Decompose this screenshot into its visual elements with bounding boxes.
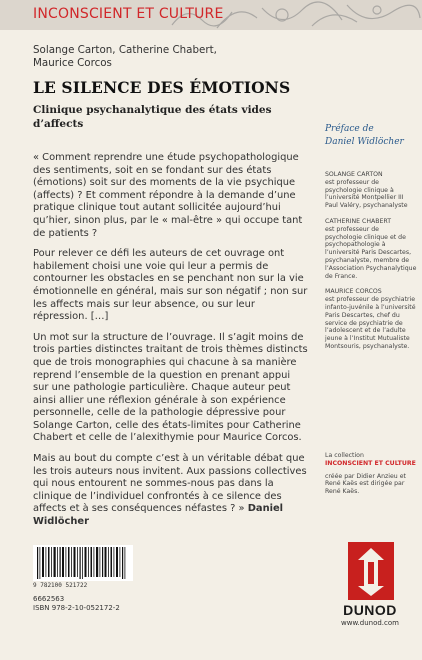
paragraph: Pour relever ce défi les auteurs de cet ouvrage ont habilement choisi une voie qui leur a permis de contourner les obstacles en se penchant non sur la vie émotionnelle en général, mais sur son négatif ; non sur les affects mais sur leur absence, ou sur leur répression. […] bbox=[33, 248, 308, 323]
dunod-emblem-icon bbox=[348, 542, 394, 600]
bio-name: MAURICE CORCOS bbox=[325, 288, 382, 296]
barcode-digits: 9 782100 521722 bbox=[33, 582, 88, 589]
bio-carton bbox=[325, 171, 417, 210]
bio-corcos bbox=[325, 288, 417, 350]
collection-credits: créée par Didier Anzieu et René Kaës est dirigée par René Kaës. bbox=[325, 472, 406, 496]
bio-text: est professeur de psychologie clinique et de psychopathologie à l’université Paris Descartes, psychanalyste, membre de l’Association Psychanalytique de France. bbox=[325, 225, 417, 280]
publisher-logo bbox=[334, 542, 406, 627]
collection-info bbox=[325, 452, 417, 496]
paragraph: « Comment reprendre une étude psychopathologique des sentiments, soit en se fondant sur des états (émotions) soit sur des moments de la vie psychique (affects) ? Et comment répondre à la demande d’une pratique clinique tout autant sollicitée aujourd’hui qu’hier, sinon plus, par le « mal-être » qui occupe tant de patients ? bbox=[33, 152, 303, 239]
publisher-url: www.dunod.com bbox=[341, 619, 399, 627]
collection-label: La collection bbox=[325, 452, 364, 459]
preface-author: Daniel Widlöcher bbox=[325, 137, 404, 147]
book-subtitle: Clinique psychanalytique des états vides d’affects bbox=[33, 104, 272, 130]
internal-code: 6662563 bbox=[33, 595, 65, 603]
preface-label: Préface de bbox=[325, 124, 374, 134]
isbn: ISBN 978-2-10-052172-2 bbox=[33, 604, 120, 612]
header-band bbox=[0, 0, 422, 30]
preface-credit bbox=[325, 123, 415, 149]
book-title: LE SILENCE DES ÉMOTIONS bbox=[33, 78, 291, 97]
bio-name: CATHERINE CHABERT bbox=[325, 217, 392, 225]
paragraph: Mais au bout du compte c’est à un véritable débat que les trois auteurs nous invitent. Aux passions collectives qui nous entourent ne sommes-nous pas dans la clinique de l’individuel confrontés à ce silence des affects et à ses conséquences néfastes ? » bbox=[33, 453, 307, 515]
bio-text: est professeur de psychiatrie infanto-juvénile à l’université Paris Descartes, chef du service de psychiatrie de l’adolescent et de l’adulte jeune à l’Institut Mutualiste Montsouris, psychanalyste. bbox=[325, 296, 416, 350]
signature: Daniel Widlöcher bbox=[33, 503, 284, 528]
bio-name: SOLANGE CARTON bbox=[325, 171, 383, 178]
barcode-icon bbox=[33, 545, 133, 581]
collection-title: INCONSCIENT ET CULTURE bbox=[33, 6, 224, 22]
collection-name: INCONSCIENT ET CULTURE bbox=[325, 459, 416, 467]
publisher-name: DUNOD bbox=[343, 602, 397, 618]
author-bios bbox=[325, 171, 417, 359]
barcode-block bbox=[33, 545, 143, 613]
back-cover-text bbox=[33, 152, 308, 537]
authors: Solange Carton, Catherine Chabert, Maurice Corcos bbox=[33, 44, 217, 69]
paragraph: Un mot sur la structure de l’ouvrage. Il s’agit moins de trois parties distinctes traitant de trois thèmes distincts que de trois monographies qui chacune à sa manière reprend l’ensemble de la question en prenant appui sur une pathologie particulière. Chaque auteur peut ainsi allier une réflexion générale à son expérience personnelle, celle de la pathologie dépressive pour Solange Carton, celle des états-limites pour Catherine Chabert et celle de l’alexithymie pour Maurice Corcos. bbox=[33, 331, 308, 444]
paragraph-with-signature bbox=[33, 453, 308, 529]
bio-chabert bbox=[325, 218, 417, 280]
bio-text: est professeur de psychologie clinique à l’université Montpellier III Paul Valéry, psychanalyste bbox=[325, 178, 408, 210]
product-codes bbox=[33, 595, 143, 613]
